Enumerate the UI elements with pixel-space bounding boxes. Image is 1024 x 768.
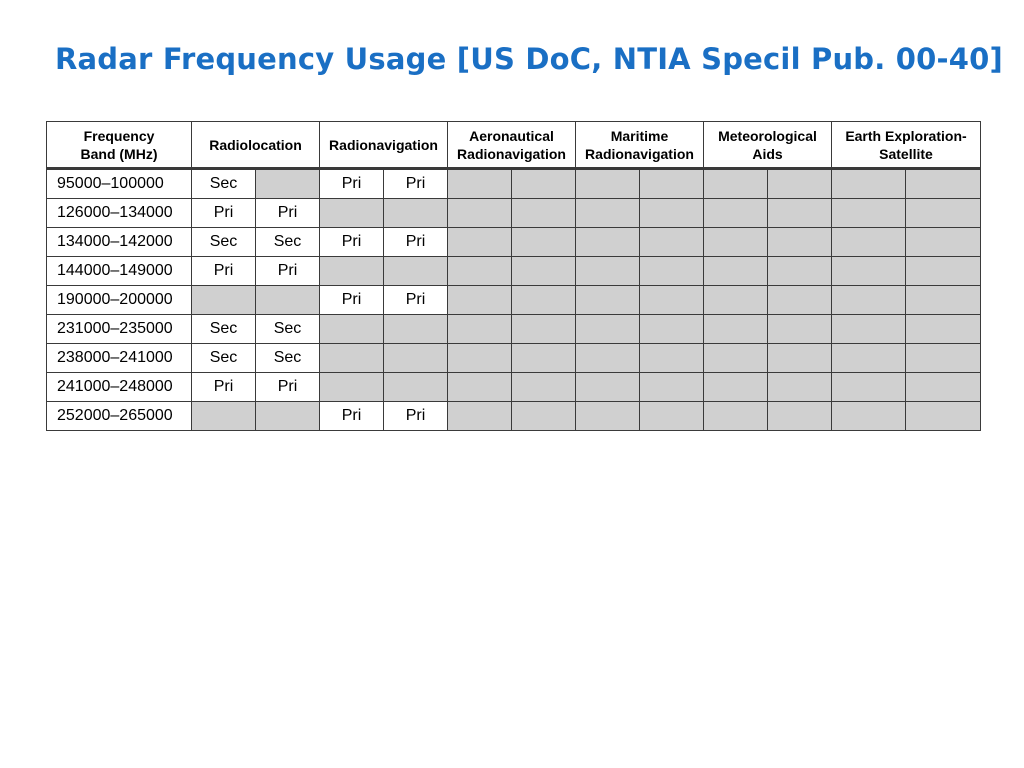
empty-cell [906, 199, 981, 228]
empty-cell [448, 228, 512, 257]
empty-cell [320, 199, 384, 228]
header-aero-line1: Aeronautical [469, 127, 554, 144]
empty-cell [640, 373, 704, 402]
empty-cell [704, 402, 768, 431]
table-body [47, 169, 981, 431]
empty-cell [906, 286, 981, 315]
allocation-cell: Sec [192, 228, 256, 257]
table-header-row [47, 122, 981, 169]
empty-cell [448, 402, 512, 431]
empty-cell [576, 286, 640, 315]
allocation-cell: Pri [384, 286, 448, 315]
empty-cell [832, 169, 906, 199]
empty-cell [512, 344, 576, 373]
frequency-band-cell: 252000–265000 [47, 402, 192, 431]
allocation-cell: Sec [192, 315, 256, 344]
empty-cell [192, 286, 256, 315]
header-meteo-line1: Meteorological [718, 127, 817, 144]
empty-cell [704, 257, 768, 286]
allocation-cell: Sec [256, 344, 320, 373]
empty-cell [512, 373, 576, 402]
header-maritime [576, 122, 704, 169]
allocation-cell: Pri [256, 199, 320, 228]
header-meteo-line2: Aids [752, 145, 783, 162]
empty-cell [512, 402, 576, 431]
empty-cell [768, 286, 832, 315]
empty-cell [906, 344, 981, 373]
allocation-cell: Pri [320, 286, 384, 315]
table-row [47, 257, 981, 286]
empty-cell [640, 315, 704, 344]
frequency-band-cell: 134000–142000 [47, 228, 192, 257]
empty-cell [906, 257, 981, 286]
empty-cell [832, 257, 906, 286]
allocation-cell: Pri [384, 402, 448, 431]
table-row [47, 344, 981, 373]
allocation-cell: Pri [384, 169, 448, 199]
empty-cell [768, 199, 832, 228]
empty-cell [576, 257, 640, 286]
empty-cell [906, 169, 981, 199]
header-radiolocation: Radiolocation [192, 122, 320, 169]
empty-cell [704, 199, 768, 228]
allocation-cell: Pri [384, 228, 448, 257]
empty-cell [906, 315, 981, 344]
empty-cell [906, 373, 981, 402]
empty-cell [512, 199, 576, 228]
empty-cell [576, 228, 640, 257]
empty-cell [384, 315, 448, 344]
empty-cell [576, 199, 640, 228]
header-maritime-line2: Radionavigation [585, 145, 694, 162]
header-band-line1: Frequency [83, 127, 155, 144]
allocation-cell: Pri [192, 257, 256, 286]
empty-cell [768, 344, 832, 373]
empty-cell [704, 228, 768, 257]
empty-cell [832, 402, 906, 431]
empty-cell [448, 315, 512, 344]
empty-cell [768, 402, 832, 431]
empty-cell [640, 199, 704, 228]
empty-cell [704, 373, 768, 402]
empty-cell [448, 169, 512, 199]
empty-cell [512, 228, 576, 257]
allocation-cell: Pri [192, 373, 256, 402]
empty-cell [448, 286, 512, 315]
empty-cell [384, 373, 448, 402]
table-row [47, 402, 981, 431]
empty-cell [576, 373, 640, 402]
empty-cell [832, 286, 906, 315]
empty-cell [640, 228, 704, 257]
empty-cell [448, 199, 512, 228]
empty-cell [768, 169, 832, 199]
frequency-band-cell: 190000–200000 [47, 286, 192, 315]
table-row [47, 315, 981, 344]
empty-cell [512, 257, 576, 286]
frequency-band-cell: 241000–248000 [47, 373, 192, 402]
empty-cell [640, 402, 704, 431]
empty-cell [576, 402, 640, 431]
frequency-band-cell: 95000–100000 [47, 169, 192, 199]
empty-cell [448, 257, 512, 286]
header-radionavigation: Radionavigation [320, 122, 448, 169]
empty-cell [576, 344, 640, 373]
header-earth-exploration [832, 122, 981, 169]
empty-cell [320, 373, 384, 402]
header-meteorological [704, 122, 832, 169]
frequency-band-cell: 126000–134000 [47, 199, 192, 228]
empty-cell [832, 228, 906, 257]
empty-cell [640, 257, 704, 286]
allocation-cell: Sec [256, 228, 320, 257]
table-row [47, 373, 981, 402]
empty-cell [906, 402, 981, 431]
empty-cell [832, 373, 906, 402]
empty-cell [704, 344, 768, 373]
allocation-cell: Pri [256, 257, 320, 286]
allocation-cell: Sec [192, 344, 256, 373]
empty-cell [384, 199, 448, 228]
header-frequency-band [47, 122, 192, 169]
allocation-cell: Pri [192, 199, 256, 228]
empty-cell [512, 286, 576, 315]
empty-cell [704, 169, 768, 199]
empty-cell [448, 344, 512, 373]
frequency-band-cell: 231000–235000 [47, 315, 192, 344]
empty-cell [906, 228, 981, 257]
empty-cell [192, 402, 256, 431]
frequency-table [46, 121, 981, 431]
empty-cell [768, 315, 832, 344]
allocation-cell: Sec [256, 315, 320, 344]
empty-cell [640, 344, 704, 373]
empty-cell [256, 402, 320, 431]
header-band-line2: Band (MHz) [80, 145, 158, 162]
header-eess-line2: Satellite [879, 145, 933, 162]
empty-cell [256, 286, 320, 315]
empty-cell [768, 373, 832, 402]
header-aeronautical [448, 122, 576, 169]
empty-cell [704, 286, 768, 315]
slide-title: Radar Frequency Usage [US DoC, NTIA Specil Pub. 00-40] [55, 42, 1003, 76]
empty-cell [832, 315, 906, 344]
empty-cell [384, 257, 448, 286]
table-row [47, 169, 981, 199]
empty-cell [576, 315, 640, 344]
allocation-cell: Pri [320, 169, 384, 199]
empty-cell [576, 169, 640, 199]
empty-cell [512, 315, 576, 344]
header-aero-line2: Radionavigation [457, 145, 566, 162]
empty-cell [640, 169, 704, 199]
allocation-cell: Sec [192, 169, 256, 199]
table-row [47, 199, 981, 228]
empty-cell [384, 344, 448, 373]
allocation-cell: Pri [320, 402, 384, 431]
table-row [47, 286, 981, 315]
empty-cell [320, 257, 384, 286]
empty-cell [320, 315, 384, 344]
empty-cell [832, 199, 906, 228]
empty-cell [768, 228, 832, 257]
allocation-cell: Pri [256, 373, 320, 402]
empty-cell [704, 315, 768, 344]
empty-cell [256, 169, 320, 199]
empty-cell [448, 373, 512, 402]
header-eess-line1: Earth Exploration- [845, 127, 967, 144]
allocation-cell: Pri [320, 228, 384, 257]
empty-cell [768, 257, 832, 286]
empty-cell [832, 344, 906, 373]
frequency-band-cell: 238000–241000 [47, 344, 192, 373]
empty-cell [512, 169, 576, 199]
empty-cell [640, 286, 704, 315]
frequency-band-cell: 144000–149000 [47, 257, 192, 286]
header-maritime-line1: Maritime [610, 127, 669, 144]
empty-cell [320, 344, 384, 373]
table-row [47, 228, 981, 257]
